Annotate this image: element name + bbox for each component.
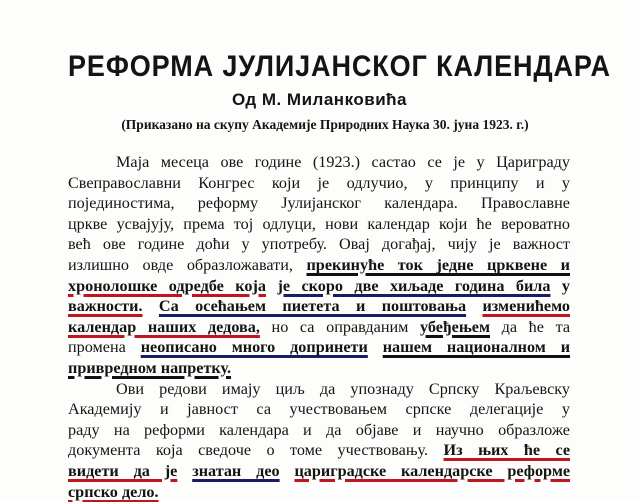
paragraph-1-line-7 xyxy=(68,276,570,297)
underlined-phrase: прекинуће ток једне црквене и xyxy=(306,256,570,274)
paragraph-1-line-8 xyxy=(68,296,570,317)
paragraph-1-line-10 xyxy=(68,337,570,358)
text-run: цркве усвајују, према тој одлуци, нови календар који ће вероватно xyxy=(68,215,570,233)
underlined-phrase: хронолошке одредбе која xyxy=(68,277,266,295)
underlined-phrase: календар наших дедова, xyxy=(68,318,260,336)
text-run: Академију и јавност са учествовањем српске делегације у xyxy=(68,400,570,418)
document-author: Од М. Миланковића xyxy=(0,90,639,110)
underlined-phrase: убеђењем xyxy=(420,318,490,336)
underlined-phrase: видети да је xyxy=(68,462,177,480)
text-run: појединостима, реформу Јулијанског календара. Православне xyxy=(68,194,570,212)
underlined-phrase: неописано много допринети xyxy=(141,338,368,356)
text-run: да ће та xyxy=(502,318,570,336)
paragraph-1-line-4 xyxy=(68,214,570,235)
text-run: раду на реформи календара и да објаве и научно образложе xyxy=(68,421,570,439)
paragraph-1-line-5 xyxy=(68,234,570,255)
text-run: у xyxy=(562,277,570,295)
underlined-phrase: Из њих ће се xyxy=(444,441,571,459)
underlined-phrase: је скоро две хиљаде година била xyxy=(277,277,550,295)
text-run: излишно овде образложавати, xyxy=(68,256,293,274)
document-title: РЕФОРМА ЈУЛИЈАНСКОГ КАЛЕНДАРА xyxy=(68,50,572,84)
text-run: но са оправданим xyxy=(272,318,409,336)
text-run: документа која сведоче о томе учествовању. xyxy=(68,441,428,459)
paragraph-2-line-5 xyxy=(68,461,570,482)
paragraph-1-line-9 xyxy=(68,317,570,338)
paragraph-2-line-4 xyxy=(68,440,570,461)
underlined-phrase: изменићемо xyxy=(482,297,570,315)
underlined-phrase: важности. xyxy=(68,297,143,315)
document-note: (Приказано на скупу Академије Природних Наука 30. јуна 1923. г.) xyxy=(55,117,595,133)
text-run: већ ове године доћи у употребу. Овај догађај, чију је важност xyxy=(68,235,570,253)
document-body xyxy=(68,152,570,502)
text-run: Маја месеца ове године (1923.) састао се је у Цариграду xyxy=(116,153,570,171)
text-run: промена xyxy=(68,338,126,356)
underlined-phrase: знатан део xyxy=(192,462,279,480)
text-run: Свеправославни Конгрес који је одлучио, у принципу и у xyxy=(68,174,570,192)
underlined-phrase: привредном напретку. xyxy=(68,359,231,377)
underlined-phrase: Са осећањем пиетета и поштовања xyxy=(159,297,466,315)
underlined-phrase: српско дело. xyxy=(68,483,159,501)
paragraph-2-line-3 xyxy=(68,420,570,441)
paragraph-1-line-2 xyxy=(68,173,570,194)
text-run: Ови редови имају циљ да упознаду Српску Краљевску xyxy=(116,380,570,398)
underlined-phrase: нашем националном и xyxy=(383,338,570,356)
paragraph-2-line-1 xyxy=(68,379,570,400)
paragraph-1-line-3 xyxy=(68,193,570,214)
paragraph-1-line-6 xyxy=(68,255,570,276)
paragraph-1-line-11 xyxy=(68,358,570,379)
underlined-phrase: цариградске календарске реформе xyxy=(294,462,570,480)
paragraph-2-line-6 xyxy=(68,482,570,502)
paragraph-2-line-2 xyxy=(68,399,570,420)
paragraph-1-line-1 xyxy=(68,152,570,173)
